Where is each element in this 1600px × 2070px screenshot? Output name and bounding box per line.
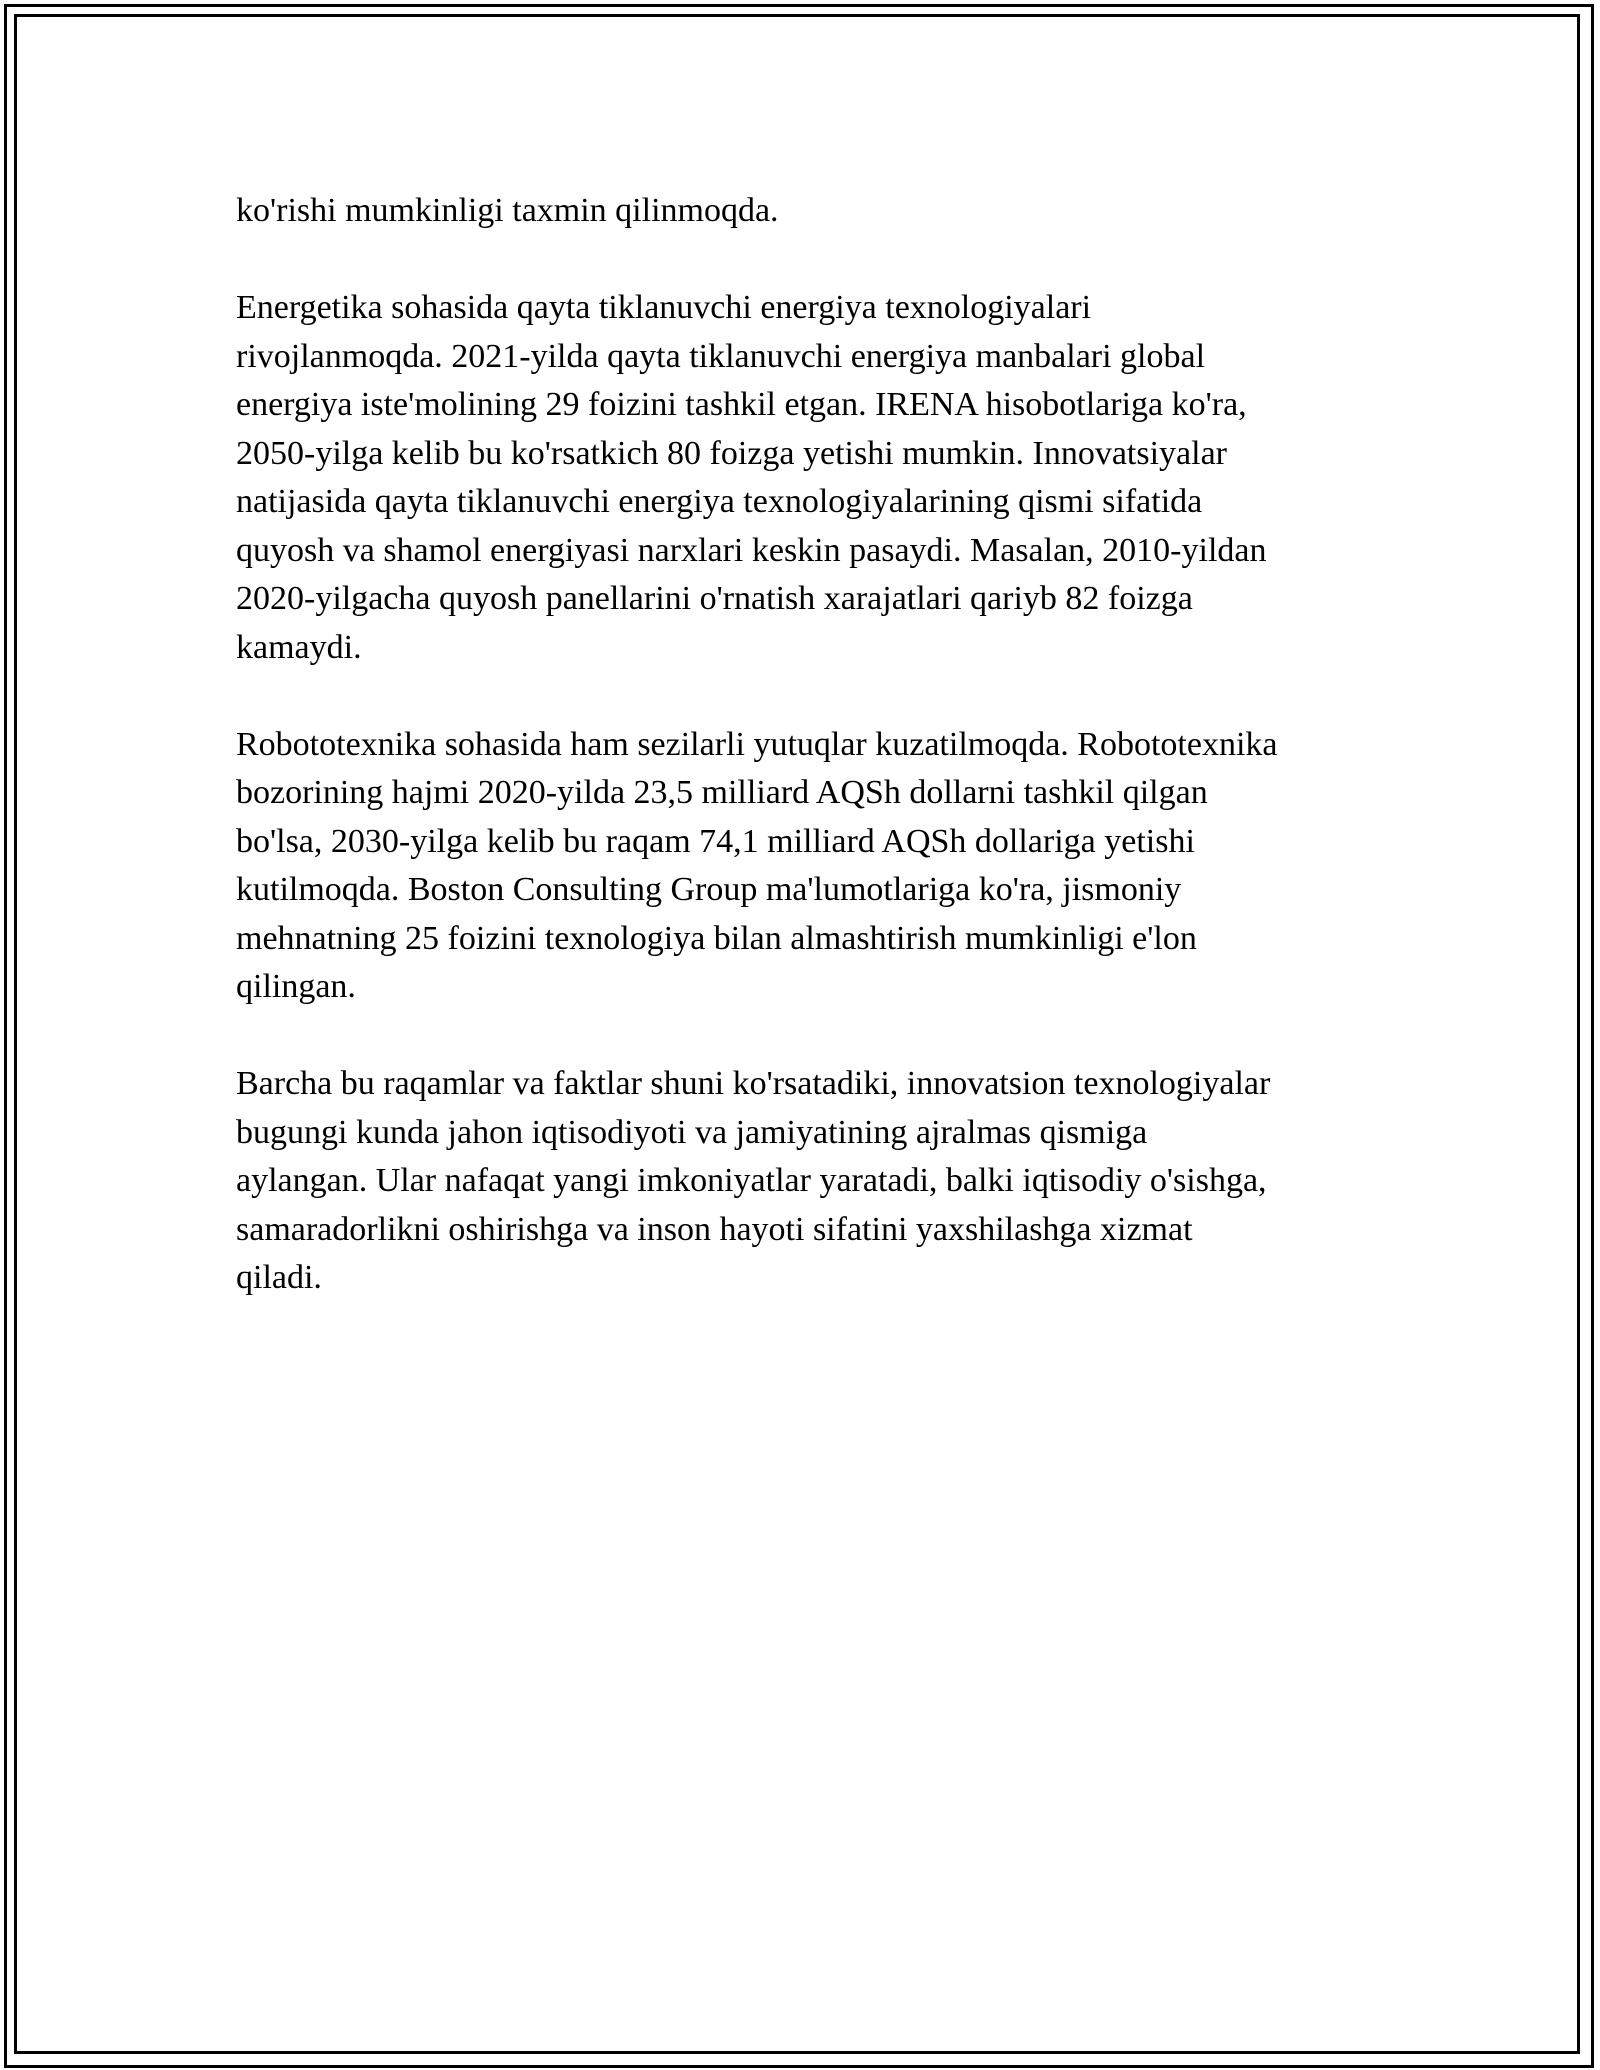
text-line: Robototexnika sohasida ham sezilarli yutuqlar kuzatilmoqda. Robototexnika [236,725,1278,763]
text-line: bozorining hajmi 2020-yilda 23,5 milliard AQSh dollarni tashkil qilgan [236,774,1208,811]
text-line: kamaydi. [236,628,362,666]
paragraph-robototexnika [236,721,1366,1012]
text-line: rivojlanmoqda. 2021-yilda qayta tiklanuvchi energiya manbalari global [236,337,1206,375]
text-line: 2020-yilgacha quyosh panellarini o'rnatish xarajatlari qariyb 82 foizga [236,580,1193,617]
text-line: Energetika sohasida qayta tiklanuvchi energiya texnologiyalari [236,289,1092,326]
paragraph-energetika [236,284,1366,672]
paragraph-conclusion [236,1060,1366,1303]
text-line: qiladi. [236,1259,322,1296]
text-line: qilingan. [236,968,356,1005]
text-line: bo'lsa, 2030-yilga kelib bu raqam 74,1 milliard AQSh dollariga yetishi [236,822,1195,860]
text-line: Barcha bu raqamlar va faktlar shuni ko'rsatadiki, innovatsion texnologiyalar [236,1065,1271,1102]
text-line: natijasida qayta tiklanuvchi energiya texnologiyalarining qismi sifatida [236,483,1203,520]
text-line: quyosh va shamol energiyasi narxlari keskin pasaydi. Masalan, 2010-yildan [236,531,1267,569]
text-line: mehnatning 25 foizini texnologiya bilan almashtirish mumkinligi e'lon [236,919,1197,957]
text-line: 2050-yilga kelib bu ko'rsatkich 80 foizga yetishi mumkin. Innovatsiyalar [236,434,1227,472]
text-line: aylangan. Ular nafaqat yangi imkoniyatlar yaratadi, balki iqtisodiy o'sishga, [236,1162,1267,1199]
text-line: samaradorlikni oshirishga va inson hayoti sifatini yaxshilashga xizmat [236,1210,1193,1248]
text-line: bugungi kunda jahon iqtisodiyoti va jamiyatining ajralmas qismiga [236,1113,1148,1151]
paragraph-continuation [236,187,1366,236]
text-line: kutilmoqda. Boston Consulting Group ma'lumotlariga ko'ra, jismoniy [236,871,1182,908]
text-line: ko'rishi mumkinligi taxmin qilinmoqda. [236,192,779,229]
text-line: energiya iste'molining 29 foizini tashkil etgan. IRENA hisobotlariga ko'ra, [236,386,1247,423]
document-body [236,187,1366,1351]
